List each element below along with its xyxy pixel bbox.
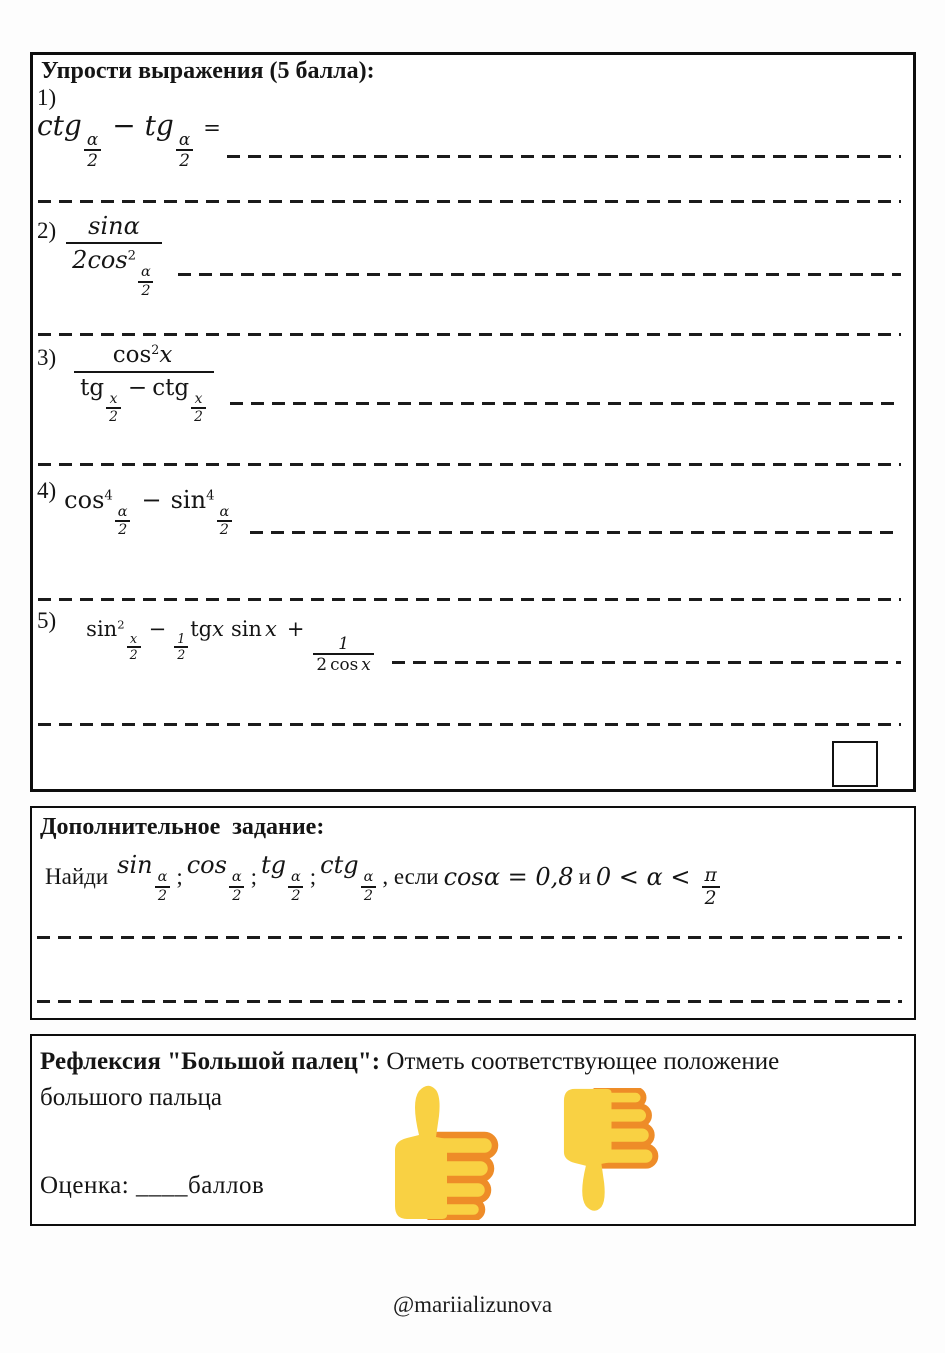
reflection-instructions: Рефлексия "Большой палец": Отметь соответствующее положение большого пальца bbox=[40, 1048, 780, 1112]
extra-task-text: Найди sin $\frac{\alpha}{2}$ ; cos $\frac{\alpha}{2}$ ; tg $\frac{\alpha}{2}$ ; ctg $\frac{\alpha}{2}$ , если cosα = 0,8 и 0 < α < $\frac{\pi}{2}$ bbox=[40, 846, 726, 908]
section-simplify bbox=[30, 52, 916, 792]
section-simplify-title: Упрости выражения (5 балла): bbox=[41, 58, 375, 84]
problem-1-expression: ctg $\frac{\alpha}{2}$ − tg $\frac{\alpha}{2}$ = bbox=[37, 109, 221, 170]
answer-blank bbox=[392, 661, 901, 664]
answer-blank bbox=[38, 463, 901, 466]
credit-handle: @mariializunova bbox=[392, 1292, 553, 1317]
answer-blank bbox=[37, 936, 902, 939]
answer-blank bbox=[230, 402, 901, 405]
answer-blank bbox=[178, 273, 901, 276]
problem-5-expression: $\sin^2$ $\frac{x}{2}$ − $\frac{1}{2}$ tgx sin x + $\frac{1}{\text{2 cos x}}$ bbox=[86, 617, 376, 674]
problem-3-row bbox=[37, 341, 901, 425]
thumbs-up-icon[interactable] bbox=[380, 1080, 502, 1220]
checkbox[interactable] bbox=[832, 741, 878, 787]
problem-1-row bbox=[37, 110, 901, 168]
answer-blank bbox=[38, 598, 901, 601]
problem-4-expression: $\cos^4$ $\frac{\alpha}{2}$ − $\sin^4$ $\frac{\alpha}{2}$ bbox=[64, 486, 234, 538]
answer-blank bbox=[38, 723, 901, 726]
problem-5-label: 5) bbox=[37, 608, 57, 633]
problem-4-label: 4) bbox=[37, 478, 57, 503]
answer-blank bbox=[38, 333, 901, 336]
problem-3-expression: $\cos^2x$ tg $\frac{x}{2}$ − ctg $\frac{x}{2}$ bbox=[74, 342, 214, 424]
problem-1-label: 1) bbox=[37, 85, 57, 110]
problem-5-row bbox=[37, 608, 901, 675]
answer-blank bbox=[37, 1000, 902, 1003]
problem-2-row bbox=[37, 211, 901, 299]
section-reflection bbox=[30, 1034, 916, 1226]
grade-line: Оценка: ____баллов bbox=[40, 1172, 265, 1199]
answer-blank bbox=[38, 200, 901, 203]
answer-blank bbox=[227, 155, 901, 158]
section-extra-task bbox=[30, 806, 916, 1020]
problem-2-label: 2) bbox=[37, 218, 57, 243]
thumbs-down-icon[interactable] bbox=[537, 1088, 675, 1216]
problem-4-row bbox=[37, 478, 901, 540]
problem-3-label: 3) bbox=[37, 345, 57, 370]
problem-2-expression: sinα $2\cos^2$ $\frac{\alpha}{2}$ bbox=[66, 212, 162, 299]
section-extra-title: Дополнительное задание: bbox=[40, 814, 325, 840]
answer-blank bbox=[250, 531, 901, 534]
